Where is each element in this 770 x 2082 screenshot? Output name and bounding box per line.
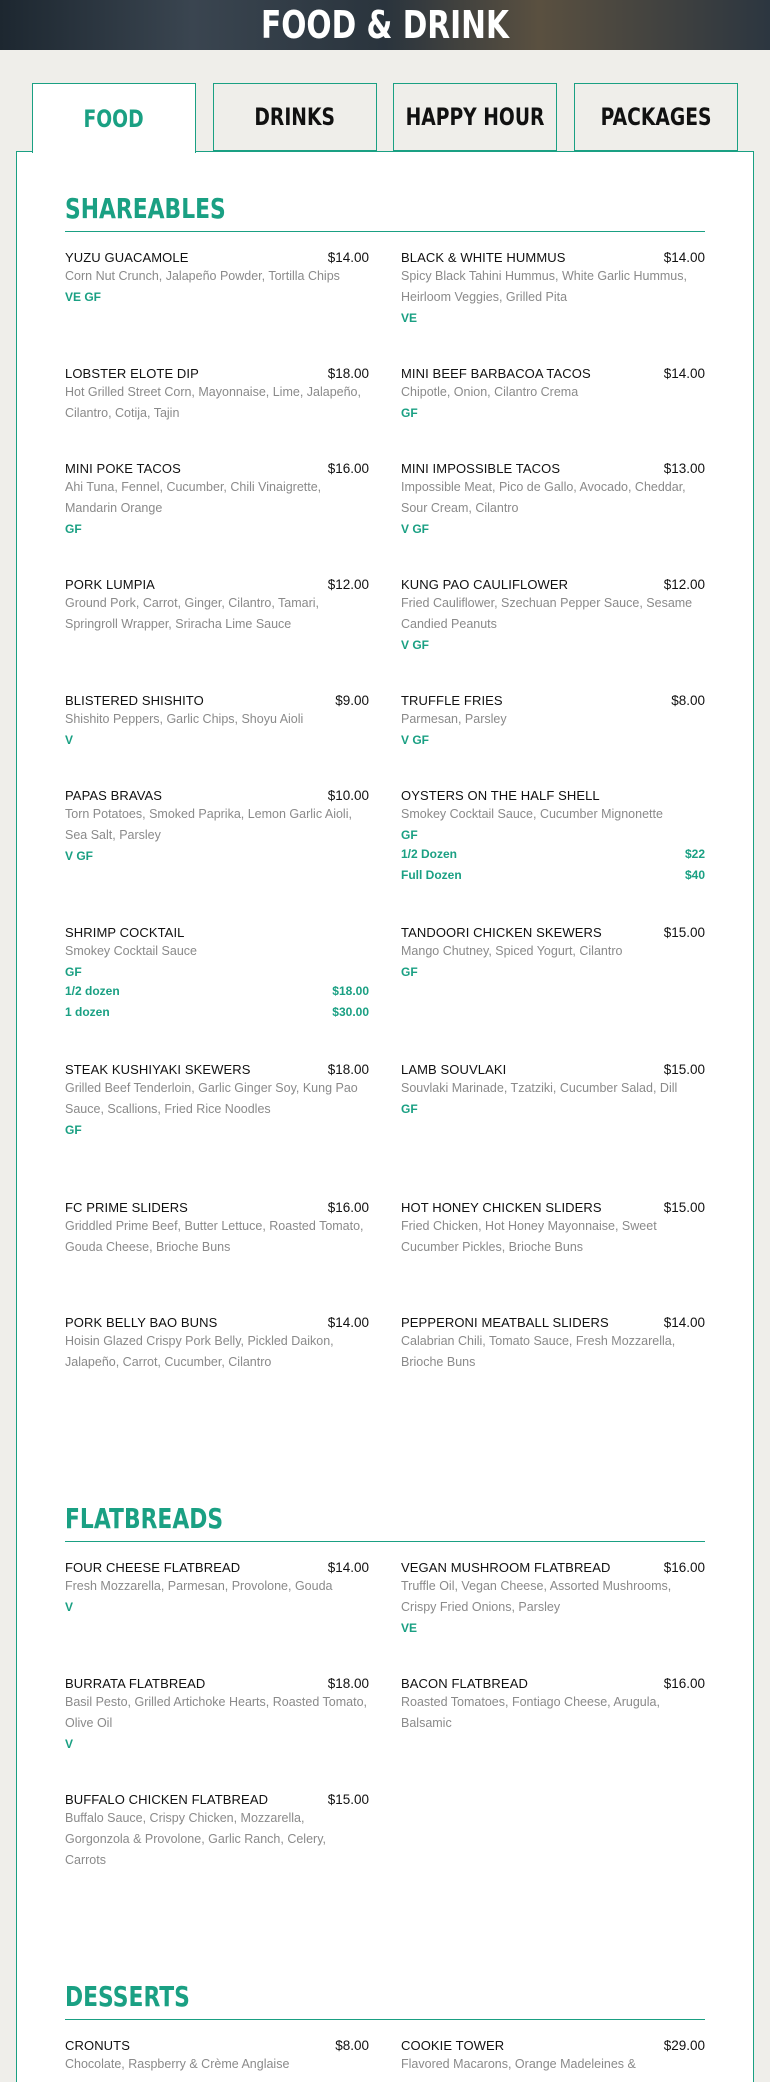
menu-item-price: $14.00: [327, 1560, 369, 1575]
section-flatbreads: [65, 1502, 705, 1542]
menu-item-name: CRONUTS: [65, 2038, 130, 2053]
menu-item-name: BURRATA FLATBREAD: [65, 1676, 206, 1691]
menu-item: [65, 1676, 369, 1753]
menu-item-name: MINI POKE TACOS: [65, 461, 181, 476]
menu-item-header: [65, 1792, 369, 1807]
size-price: $22: [684, 847, 705, 861]
dietary-tags: V: [65, 733, 74, 747]
menu-item-description: Flavored Macarons, Orange Madeleines &: [401, 2057, 636, 2071]
menu-item-name: COOKIE TOWER: [401, 2038, 505, 2053]
menu-item-header: [65, 1315, 369, 1330]
menu-item-name: HOT HONEY CHICKEN SLIDERS: [401, 1200, 602, 1215]
menu-item-description: Hot Grilled Street Corn, Mayonnaise, Lime, Jalapeño, Cilantro, Cotija, Tajin: [65, 385, 361, 420]
menu-item-header: [65, 366, 369, 381]
menu-item-description: Mango Chutney, Spiced Yogurt, Cilantro: [401, 944, 623, 958]
menu-item-header: [401, 925, 705, 940]
menu-item-name: TRUFFLE FRIES: [401, 693, 503, 708]
menu-item: [401, 693, 705, 749]
menu-item-price: $8.00: [335, 2038, 369, 2053]
dietary-tags: GF: [401, 1102, 418, 1116]
size-price: $40: [684, 868, 705, 882]
menu-item-price: $14.00: [327, 1315, 369, 1330]
menu-item-price: $15.00: [663, 1200, 705, 1215]
menu-item-price: $15.00: [663, 925, 705, 940]
section-title: FLATBREADS: [65, 1502, 224, 1535]
menu-item-price: $12.00: [663, 577, 705, 592]
menu-item: [65, 1315, 369, 1373]
menu-item-header: [401, 250, 705, 265]
menu-item-name: BACON FLATBREAD: [401, 1676, 528, 1691]
menu-item-name: PAPAS BRAVAS: [65, 788, 163, 803]
menu-item-price: $13.00: [663, 461, 705, 476]
dietary-tags: V GF: [401, 638, 430, 652]
menu-item: [401, 1200, 705, 1258]
menu-item-name: PEPPERONI MEATBALL SLIDERS: [401, 1315, 609, 1330]
menu-item: [65, 461, 369, 538]
menu-item-header: [401, 577, 705, 592]
menu-item-header: [401, 461, 705, 476]
menu-item: [401, 788, 705, 886]
menu-item-name: BUFFALO CHICKEN FLATBREAD: [65, 1792, 269, 1807]
menu-item-header: [65, 693, 369, 708]
hero-banner: [0, 0, 770, 50]
menu-item-name: BLISTERED SHISHITO: [65, 693, 204, 708]
menu-item-price: $16.00: [327, 1200, 369, 1215]
menu-item-header: [401, 366, 705, 381]
menu-item-name: LOBSTER ELOTE DIP: [65, 366, 199, 381]
menu-item-description: Roasted Tomatoes, Fontiago Cheese, Arugula, Balsamic: [401, 1695, 660, 1730]
menu-item: [401, 366, 705, 422]
dietary-tags: V: [65, 1600, 74, 1614]
menu-item-price: $14.00: [327, 250, 369, 265]
menu-item-price: $18.00: [327, 366, 369, 381]
menu-item-name: BLACK & WHITE HUMMUS: [401, 250, 566, 265]
menu-item-description: Spicy Black Tahini Hummus, White Garlic Hummus, Heirloom Veggies, Grilled Pita: [401, 269, 687, 304]
menu-item-header: [65, 925, 369, 940]
menu-item-header: [401, 1676, 705, 1691]
menu-item-header: [401, 2038, 705, 2053]
menu-item-description: Smokey Cocktail Sauce: [65, 944, 198, 958]
dietary-tags: VE: [401, 311, 418, 325]
menu-item-header: [401, 788, 705, 803]
menu-item-description: Chipotle, Onion, Cilantro Crema: [401, 385, 579, 399]
dietary-tags: GF: [401, 965, 418, 979]
menu-item-name: VEGAN MUSHROOM FLATBREAD: [401, 1560, 611, 1575]
menu-item: [65, 788, 369, 865]
menu-item: [65, 1560, 369, 1616]
menu-tabs: [32, 83, 738, 151]
menu-item-header: [401, 1315, 705, 1330]
section-desserts: [65, 1980, 705, 2020]
menu-item: [401, 2038, 705, 2075]
menu-item-header: [65, 1676, 369, 1691]
menu-item-header: [401, 1560, 705, 1575]
menu-item-description: Buffalo Sauce, Crispy Chicken, Mozzarella, Gorgonzola & Provolone, Garlic Ranch, Celery, Carrots: [65, 1811, 326, 1867]
menu-item: [65, 925, 369, 1023]
menu-item-name: TANDOORI CHICKEN SKEWERS: [401, 925, 602, 940]
menu-item-name: PORK BELLY BAO BUNS: [65, 1315, 218, 1330]
menu-item-name: SHRIMP COCKTAIL: [65, 925, 185, 940]
section-divider: [65, 1541, 705, 1542]
menu-item-price: $15.00: [663, 1062, 705, 1077]
menu-item: [65, 2038, 369, 2075]
size-label: Full Dozen: [401, 868, 462, 882]
menu-item-name: YUZU GUACAMOLE: [65, 250, 189, 265]
menu-item-description: Hoisin Glazed Crispy Pork Belly, Pickled Daikon, Jalapeño, Carrot, Cucumber, Cilantro: [65, 1334, 334, 1369]
menu-item: [65, 577, 369, 635]
tab-happy-hour[interactable]: HAPPY HOUR: [393, 83, 557, 151]
menu-item-price: $8.00: [671, 693, 705, 708]
menu-item: [401, 1062, 705, 1118]
menu-item-header: [65, 1200, 369, 1215]
menu-item-price: $29.00: [663, 2038, 705, 2053]
menu-item-description: Torn Potatoes, Smoked Paprika, Lemon Garlic Aioli, Sea Salt, Parsley: [65, 807, 352, 842]
menu-item: [65, 250, 369, 306]
menu-item-name: MINI BEEF BARBACOA TACOS: [401, 366, 591, 381]
size-label: 1/2 dozen: [65, 984, 120, 998]
menu-item: [65, 1792, 369, 1871]
dietary-tags: GF: [401, 406, 418, 420]
menu-item-price: $14.00: [663, 250, 705, 265]
dietary-tags: VE GF: [65, 290, 102, 304]
menu-item-header: [65, 1560, 369, 1575]
menu-item-price: $12.00: [327, 577, 369, 592]
size-price-row: [65, 1002, 369, 1023]
menu-item-name: MINI IMPOSSIBLE TACOS: [401, 461, 561, 476]
tab-food[interactable]: FOOD: [32, 83, 196, 153]
menu-item: [401, 461, 705, 538]
menu-item-price: $9.00: [335, 693, 369, 708]
menu-item-description: Fried Chicken, Hot Honey Mayonnaise, Sweet Cucumber Pickles, Brioche Buns: [401, 1219, 657, 1254]
menu-item-description: Chocolate, Raspberry & Crème Anglaise: [65, 2057, 290, 2071]
menu-item-description: Smokey Cocktail Sauce, Cucumber Mignonette: [401, 807, 663, 821]
menu-item-price: $18.00: [327, 1676, 369, 1691]
dietary-tags: V GF: [65, 849, 94, 863]
size-price: $18.00: [332, 984, 369, 998]
menu-item-header: [401, 1062, 705, 1077]
menu-item-description: Shishito Peppers, Garlic Chips, Shoyu Aioli: [65, 712, 304, 726]
menu-item-description: Impossible Meat, Pico de Gallo, Avocado, Cheddar, Sour Cream, Cilantro: [401, 480, 686, 515]
menu-item-price: $16.00: [327, 461, 369, 476]
menu-item-price: $18.00: [327, 1062, 369, 1077]
menu-item: [401, 577, 705, 654]
size-price-row: [401, 844, 705, 865]
size-price: $30.00: [332, 1005, 369, 1019]
size-label: 1/2 Dozen: [401, 847, 458, 861]
menu-item-name: OYSTERS ON THE HALF SHELL: [401, 788, 600, 803]
page-title: FOOD & DRINK: [261, 3, 509, 47]
dietary-tags: V GF: [401, 733, 430, 747]
section-divider: [65, 2019, 705, 2020]
menu-item-price: $14.00: [663, 1315, 705, 1330]
menu-item-description: Grilled Beef Tenderloin, Garlic Ginger Soy, Kung Pao Sauce, Scallions, Fried Rice Noodles: [65, 1081, 358, 1116]
dietary-tags: V: [65, 1737, 74, 1751]
menu-item-name: FC PRIME SLIDERS: [65, 1200, 188, 1215]
menu-item: [65, 1062, 369, 1139]
dietary-tags: V GF: [401, 522, 430, 536]
menu-item-description: Truffle Oil, Vegan Cheese, Assorted Mushrooms, Crispy Fried Onions, Parsley: [401, 1579, 672, 1614]
menu-item-description: Corn Nut Crunch, Jalapeño Powder, Tortilla Chips: [65, 269, 340, 283]
menu-item-price: $14.00: [663, 366, 705, 381]
menu-item-name: KUNG PAO CAULIFLOWER: [401, 577, 569, 592]
menu-item: [401, 1560, 705, 1637]
menu-item-name: FOUR CHEESE FLATBREAD: [65, 1560, 241, 1575]
menu-item: [401, 250, 705, 327]
dietary-tags: GF: [65, 965, 82, 979]
menu-item-description: Parmesan, Parsley: [401, 712, 507, 726]
menu-item-price: $10.00: [327, 788, 369, 803]
dietary-tags: VE: [401, 1621, 418, 1635]
menu-item: [65, 366, 369, 424]
menu-item: [401, 925, 705, 981]
menu-item: [401, 1315, 705, 1373]
menu-item: [401, 1676, 705, 1734]
menu-item-header: [65, 461, 369, 476]
menu-item-header: [401, 1200, 705, 1215]
size-price-row: [65, 981, 369, 1002]
menu-item-header: [65, 1062, 369, 1077]
menu-item-description: Griddled Prime Beef, Butter Lettuce, Roasted Tomato, Gouda Cheese, Brioche Buns: [65, 1219, 364, 1254]
menu-item-description: Fried Cauliflower, Szechuan Pepper Sauce, Sesame Candied Peanuts: [401, 596, 693, 631]
dietary-tags: GF: [65, 522, 82, 536]
menu-item-header: [401, 693, 705, 708]
dietary-tags: GF: [65, 1123, 82, 1137]
tab-packages[interactable]: PACKAGES: [574, 83, 738, 151]
menu-item-header: [65, 577, 369, 592]
menu-item-price: $16.00: [663, 1560, 705, 1575]
menu-item-description: Ground Pork, Carrot, Ginger, Cilantro, Tamari, Springroll Wrapper, Sriracha Lime Sauce: [65, 596, 320, 631]
menu-item-header: [65, 250, 369, 265]
size-price-row: [401, 865, 705, 886]
menu-item: [65, 1200, 369, 1258]
menu-item: [65, 693, 369, 749]
section-title: DESSERTS: [65, 1980, 190, 2013]
menu-item-description: Basil Pesto, Grilled Artichoke Hearts, Roasted Tomato, Olive Oil: [65, 1695, 367, 1730]
menu-item-header: [65, 788, 369, 803]
menu-item-name: STEAK KUSHIYAKI SKEWERS: [65, 1062, 251, 1077]
section-shareables: [65, 192, 705, 232]
menu-item-description: Fresh Mozzarella, Parmesan, Provolone, Gouda: [65, 1579, 333, 1593]
menu-item-name: LAMB SOUVLAKI: [401, 1062, 507, 1077]
menu-item-description: Calabrian Chili, Tomato Sauce, Fresh Mozzarella, Brioche Buns: [401, 1334, 676, 1369]
dietary-tags: GF: [401, 828, 418, 842]
section-divider: [65, 231, 705, 232]
menu-item-description: Souvlaki Marinade, Tzatziki, Cucumber Salad, Dill: [401, 1081, 678, 1095]
menu-item-description: Ahi Tuna, Fennel, Cucumber, Chili Vinaigrette, Mandarin Orange: [65, 480, 322, 515]
menu-item-price: $16.00: [663, 1676, 705, 1691]
menu-item-header: [65, 2038, 369, 2053]
menu-item-price: $15.00: [327, 1792, 369, 1807]
section-title: SHAREABLES: [65, 192, 226, 225]
tab-drinks[interactable]: DRINKS: [213, 83, 377, 151]
size-label: 1 dozen: [65, 1005, 110, 1019]
menu-item-name: PORK LUMPIA: [65, 577, 155, 592]
